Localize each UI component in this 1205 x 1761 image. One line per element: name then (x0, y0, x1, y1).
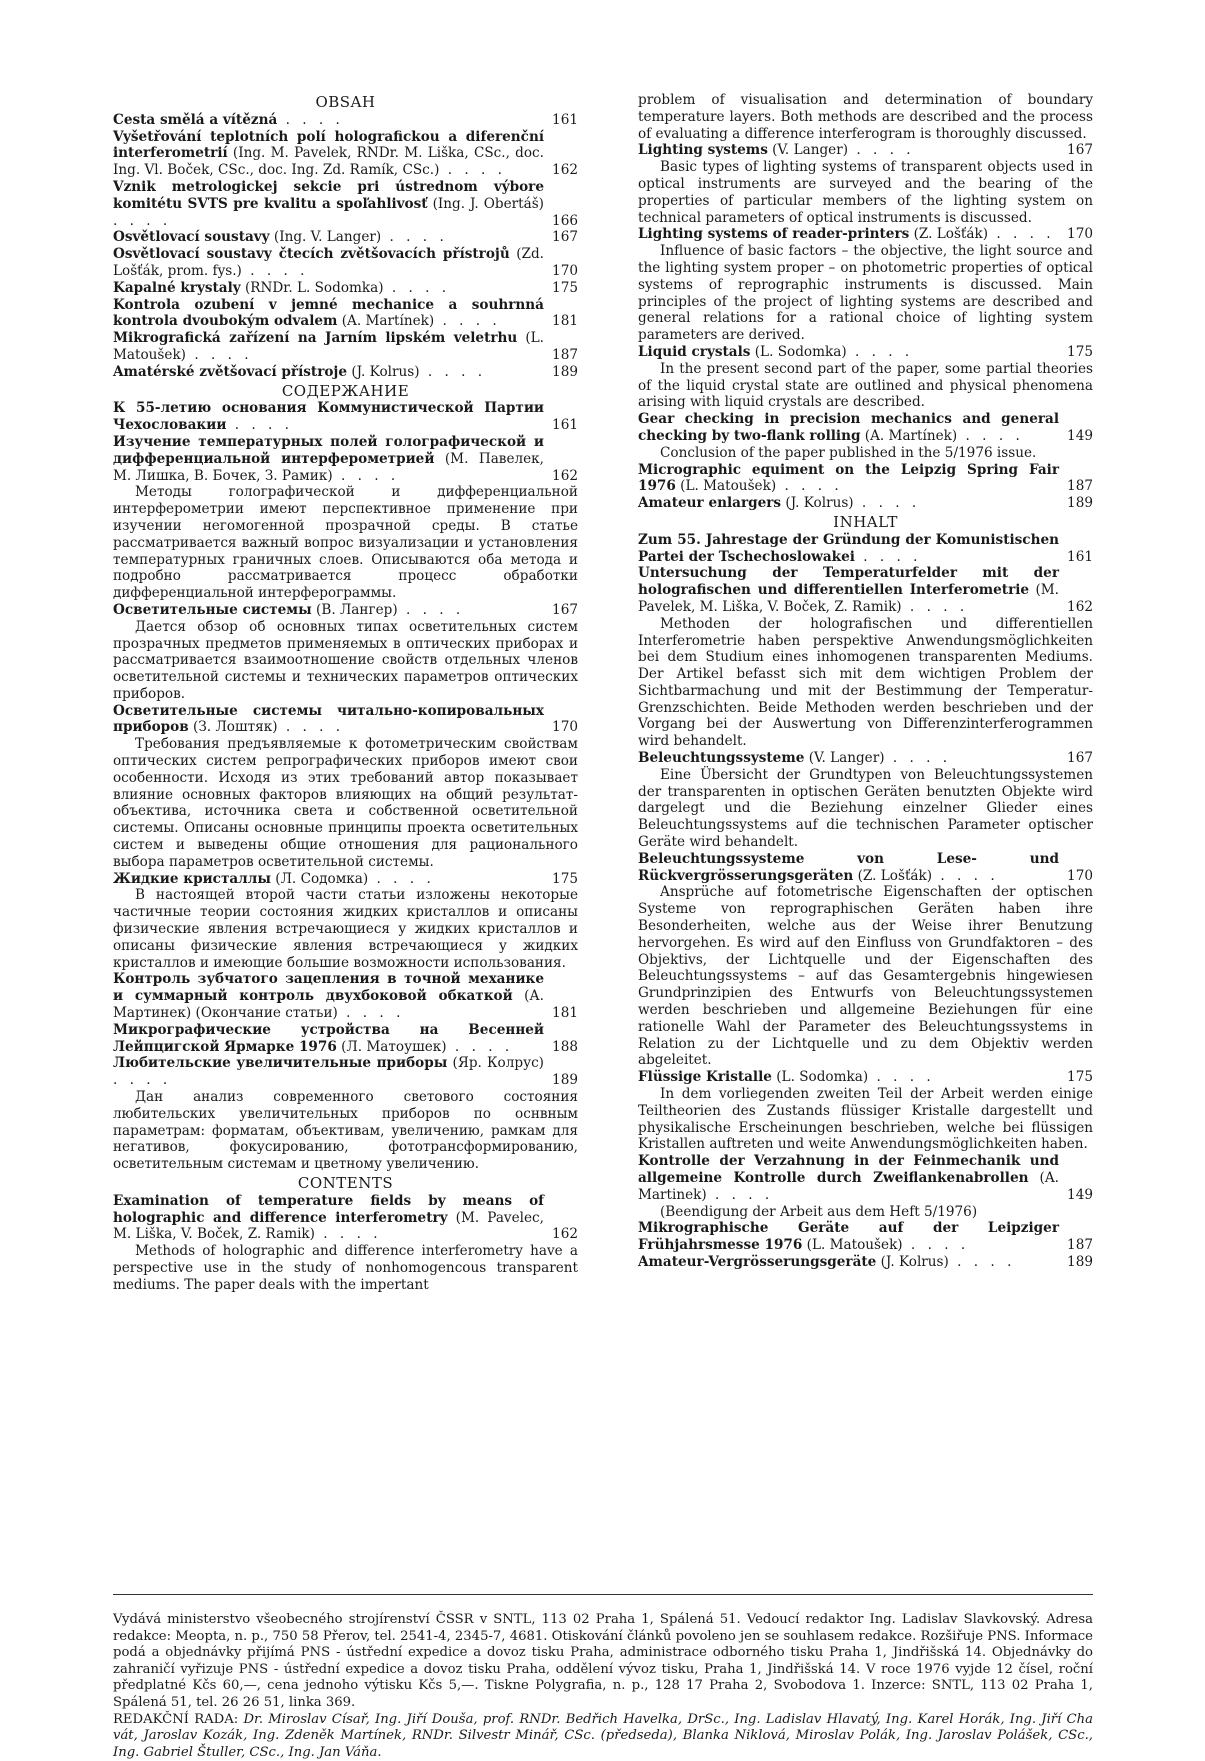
toc-entry-author: (Ing. M. Pavelek, RNDr. M. Liška, CSc., doc. Ing. Vl. Boček, CSc., doc. Ing. Zd. Ramík, CSc.) (113, 145, 544, 179)
toc-leader-dots: . . . . (884, 750, 952, 767)
toc-entry-title: Осветительные системы читально-копировальных приборов (113, 702, 544, 736)
toc-entry-title: Kapalné krystaly (113, 279, 241, 296)
toc-entry-page: 167 (552, 601, 578, 618)
toc-leader-dots: . . . . (902, 1237, 970, 1254)
toc-entry-page: 175 (1067, 1069, 1093, 1086)
toc-entry (113, 400, 578, 434)
toc-leader-dots: . . . . (113, 212, 172, 229)
toc-leader-dots: . . . . (277, 111, 344, 128)
toc-entry-page: 187 (552, 346, 578, 363)
toc-entry (113, 1193, 578, 1243)
toc-entry-author: (RNDr. L. Sodomka) (240, 279, 384, 296)
toc-leader-dots: . . . . (368, 870, 435, 887)
toc-leader-dots: . . . . (314, 1226, 382, 1243)
toc-entry-author: (L. Sodomka) (750, 343, 847, 360)
toc-leader-dots: . . . . (776, 478, 843, 495)
toc-entry-author: (V. Langer) (804, 750, 885, 767)
toc-entry-abstract: В настоящей второй части статьи изложены некоторые частичные теории состояния жидких кристаллов и описаны физические явления встречающиеся у жидких кристаллов и описаны физические явления встречающиеся у жидких кристаллов и имеющие большие возможности использования. (113, 887, 578, 971)
toc-entry-author: (Z. Lošťák) (909, 226, 989, 243)
toc-entry-title: Amateur-Vergrösserungsgeräte (638, 1253, 877, 1270)
toc-entry-title: Vyšetřování teplotních polí holografickou a diferenční interferometrií (113, 128, 544, 162)
toc-entry-author: (L. Matoušek) (802, 1237, 903, 1254)
toc-list-contents-start (113, 1193, 578, 1294)
toc-entry-author: (М. Павелек, М. Лишка, В. Бочек, З. Рамик) (113, 450, 544, 484)
toc-entry-abstract: Требования предъявляемые к фотометрическим свойствам оптических систем репрографических приборов имеют свои особенности. Исходя из этих требований автор показывает влияние основных факторов влияющих на общий результат-объектива, источника света и собственной осветительной системы. Описаны основные принципы проекта осветительных систем и выведены общие отношения для рационального выбора параметров осветительной системы. (113, 736, 578, 870)
toc-entry-page: 175 (552, 870, 578, 887)
toc-leader-dots: . . . . (901, 598, 969, 615)
toc-entry-title: Micrographic equiment on the Leipzig Spring Fair 1976 (638, 461, 1059, 495)
toc-entry-title: Контроль зубчатого зацепления в точной механике и суммарный контроль двухбоковой обкаткой (113, 971, 544, 1005)
toc-entry (113, 364, 578, 381)
toc-entry-title: Amateur enlargers (638, 495, 782, 512)
toc-entry-title: Любительские увеличительные приборы (113, 1055, 448, 1072)
toc-leader-dots: . . . . (113, 1072, 172, 1089)
toc-entry-title: Микрографические устройства на Весенней Лейпцигской Ярмарке 1976 (113, 1021, 544, 1055)
toc-entry-author: (A. Martínek) (860, 427, 958, 444)
toc-entry (113, 330, 578, 364)
toc-entry-author: (J. Kolrus) (781, 495, 854, 512)
toc-leader-dots: . . . . (439, 162, 506, 179)
toc-entry-abstract: Eine Übersicht der Grundtypen von Beleuchtungssystemen der transparenten in optischen Geräten benutzten Objekte wird dargelegt und die Beziehung einzelner Glieder eines Beleuchtungssystems auf die technischen Parameter optischer Geräte wird behandelt. (638, 766, 1093, 851)
toc-entry-page: 175 (552, 279, 578, 296)
toc-list-soderzhanie (113, 400, 578, 1173)
toc-entry-title: Osvětlovací soustavy čtecích zvětšovacích přístrojů (113, 246, 510, 263)
toc-entry-abstract: Methoden der holografischen und differentiellen Interferometrie haben perspektive Anwendungsmöglichkeiten bei dem Studium eines inhomogenen transparenten Mediums. Der Artikel befasst sich mit dem wichtigen Problem der Sichtbarmachung und mit der Bestimmung der Temperatur-Grenzschichten. Beide Methoden werden beschrieben und der Vorgang bei der Auswertung von Differenzinterferogrammen wird behandelt. (638, 615, 1093, 750)
toc-entry-author: (J. Kolrus) (876, 1253, 949, 1270)
toc-entry-page: 189 (552, 363, 578, 380)
toc-leader-dots: . . . . (383, 279, 451, 296)
toc-entry-abstract: Methods of holographic and difference interferometry have a perspective use in the study of nonhomogencous transparent mediums. The paper deals with the impertant (113, 1243, 578, 1293)
toc-entry (113, 602, 578, 619)
toc-leader-dots: . . . . (846, 343, 914, 360)
toc-entry (638, 411, 1093, 445)
toc-entry-author: (Л. Содомка) (270, 870, 369, 887)
toc-entry-page: 181 (552, 1005, 578, 1022)
toc-leader-dots: . . . . (848, 142, 915, 159)
toc-entry-author: (Ing. V. Langer) (269, 229, 382, 246)
toc-entry-author: (L. Matoušek) (675, 478, 777, 495)
toc-entry-page: 166 (552, 212, 578, 229)
toc-entry (113, 971, 578, 1021)
toc-leader-dots: . . . . (332, 467, 400, 484)
toc-entry-title: Gear checking in precision mechanics and general checking by two-flank rolling (638, 411, 1059, 444)
toc-entry-page: 170 (1067, 867, 1093, 884)
toc-entry-title: Cesta smělá a vítězná (113, 111, 278, 128)
toc-entry-title: Beleuchtungssysteme von Lese- und Rückvergrösserungsgeräten (638, 850, 1059, 884)
toc-entry-title: Osvětlovací soustavy (113, 229, 270, 246)
toc-entry-page: 189 (1067, 1253, 1093, 1270)
toc-entry-title: Mikrografická zařízení na Jarním lipském veletrhu (113, 330, 518, 347)
section-heading-soderzhanie: СОДЕРЖАНИЕ (281, 381, 410, 400)
imprint-block (113, 1612, 1093, 1761)
toc-leader-dots: . . . . (419, 363, 487, 380)
toc-entry-title: Untersuchung der Temperaturfelder mit der holografischen und differentiellen Interferometrie (638, 565, 1059, 599)
toc-entry-page: 161 (1067, 548, 1093, 565)
toc-entry-abstract: In the present second part of the paper, some partial theories of the liquid crystal state are outlined and physical phenomena arising with liquid crystals are described. (638, 360, 1093, 411)
toc-entry-page: 170 (552, 719, 578, 736)
toc-entry-page: 189 (1067, 495, 1093, 512)
editorial-board-label: REDAKČNÍ RADA: (113, 1711, 239, 1727)
toc-leader-dots: . . . . (277, 719, 345, 736)
toc-entry (113, 179, 578, 229)
editorial-board-members: Dr. Miroslav Císař, Ing. Jiří Douša, prof. RNDr. Bedřich Havelka, DrSc., Ing. Ladislav Hlavatý, Ing. Karel Horák, Ing. Jiří Cha vát, Jaroslav Kozák, Ing. Zdeněk Martínek, RNDr. Silvestr Minář, CSc. (předseda), Blanka Niklová, Miroslav Polák, Ing. Jaroslav Polášek, CSc., Ing. Gabriel Štuller, CSc., Ing. Jan Váňa. (113, 1711, 1093, 1760)
toc-entry-title: Жидкие кристаллы (113, 870, 271, 887)
toc-entry (113, 129, 578, 179)
toc-entry-abstract: Методы голографической и дифференциальной интерферометрии имеют перспективное применение при изучении негомогенной прозрачной среды. В статье рассматривается важный вопрос визуализации и установления температурных граничных слоев. Описываются оба метода и подробно рассматривается процесс обработки дифференциальной интерферограммы. (113, 484, 578, 602)
toc-entry-page: 181 (552, 313, 578, 330)
toc-entry-page: 149 (1067, 1186, 1093, 1203)
toc-entry-title: Kontrolle der Verzahnung in der Feinmechanik und allgemeine Kontrolle durch Zweiflankenabrollen (638, 1153, 1059, 1186)
toc-list-obsah (113, 112, 578, 381)
toc-entry-title: Amatérské zvětšovací přístroje (113, 363, 347, 380)
toc-leader-dots: . . . . (446, 1038, 514, 1055)
toc-entry (113, 229, 578, 246)
toc-entry-abstract: Дан анализ современного светового состояния любительских увеличительных приборов по оснвным параметрам: форматам, объективам, увеличению, рамкам для негативов, фокусированию, фототрансформированию, осветительным системам и цветному увеличению. (113, 1089, 578, 1173)
toc-entry-abstract: Basic types of lighting systems of transparent objects used in optical instruments are surveyed and the bearing of the properties of particular members of the lighting system on technical parameters of optical instruments is discussed. (638, 159, 1093, 226)
toc-entry (113, 246, 578, 280)
toc-leader-dots: . . . . (434, 313, 501, 330)
toc-leader-dots: . . . . (957, 427, 1024, 444)
toc-entry-author: (З. Лоштяк) (188, 719, 278, 736)
toc-entry-page: 161 (552, 417, 578, 434)
toc-entry (638, 1220, 1093, 1254)
toc-entry-author: (Л. Матоушек) (336, 1038, 447, 1055)
toc-entry-page: 162 (552, 1226, 578, 1243)
toc-leader-dots: . . . . (226, 417, 293, 434)
toc-entry-page: 167 (1067, 142, 1093, 159)
toc-entry-page: 162 (1067, 598, 1093, 615)
footer-divider (113, 1594, 1093, 1595)
toc-entry-page: 167 (1067, 750, 1093, 767)
toc-entry-title: Lighting systems of reader-printers (638, 226, 910, 243)
toc-entry-title: Осветительные системы (113, 601, 312, 618)
toc-entry (113, 1022, 578, 1056)
toc-entry (638, 565, 1093, 615)
toc-entry (638, 344, 1093, 361)
toc-entry (638, 495, 1093, 512)
toc-leader-dots: . . . . (186, 346, 253, 363)
toc-entry (638, 142, 1093, 159)
toc-leader-dots: . . . . (948, 1253, 1016, 1270)
toc-leader-dots: . . . . (381, 229, 448, 246)
toc-entry (638, 1254, 1093, 1271)
toc-entry-title: Lighting systems (638, 142, 768, 159)
toc-entry-title: Beleuchtungssysteme (638, 750, 805, 767)
toc-entry-abstract: Conclusion of the paper published in the 5/1976 issue. (660, 444, 1037, 461)
toc-entry-page: 170 (1067, 226, 1093, 243)
toc-entry-abstract: Дается обзор об основных типах осветительных систем прозрачных предметов применяемых в оптических приборах и рассматривается взаимоотношение свойств отдельных членов осветительной системы и технических параметров оптических приборов. (113, 618, 578, 702)
toc-entry-page: 170 (552, 262, 578, 279)
toc-leader-dots: . . . . (853, 495, 921, 512)
toc-entry-author: (В. Лангер) (311, 601, 398, 618)
toc-entry (113, 703, 578, 737)
toc-entry-abstract: In dem vorliegenden zweiten Teil der Arbeit werden einige Teiltheorien des Zustands flüssiger Kristalle dargestellt und physikalische Erscheinungen beschrieben, welche bei flüssigen Kristallen auftreten und weite Anwendungsmöglichkeiten haben. (638, 1086, 1093, 1153)
toc-leader-dots: . . . . (241, 262, 309, 279)
toc-entry-title: Liquid crystals (638, 343, 751, 360)
toc-entry-author: (А. Мартинек) (Окончание статьи) (113, 988, 544, 1022)
toc-entry (638, 462, 1093, 496)
toc-entry (113, 280, 578, 297)
left-column (113, 92, 578, 1294)
toc-entry-page: 175 (1067, 343, 1093, 360)
section-heading-obsah: OBSAH (315, 93, 376, 111)
toc-leader-dots: . . . . (868, 1069, 935, 1086)
toc-entry (638, 750, 1093, 767)
toc-list-inhalt (638, 532, 1093, 1271)
toc-list-contents (638, 142, 1093, 512)
toc-entry-author: (Ing. J. Obertáš) (427, 195, 544, 212)
toc-entry-author: (Яр. Колрус) (447, 1055, 544, 1072)
right-column (638, 92, 1093, 1271)
toc-entry-author: (M. Pavelec, M. Liška, V. Boček, Z. Ramik) (113, 1209, 544, 1243)
toc-entry-page: 189 (552, 1072, 578, 1089)
toc-leader-dots: . . . . (988, 226, 1055, 243)
toc-entry-title: Zum 55. Jahrestage der Gründung der Komunistischen Partei der Tschechoslowakei (638, 531, 1059, 565)
toc-entry-author: (J. Kolrus) (347, 363, 420, 380)
toc-entry (113, 297, 578, 331)
toc-entry-title: Kontrola ozubení v jemné mechanice a souhrnná kontrola dvoubokým odvalem (113, 296, 544, 330)
toc-entry (113, 112, 578, 129)
section-heading-contents: CONTENTS (297, 1174, 394, 1192)
toc-entry-author: (V. Langer) (767, 142, 849, 159)
toc-entry-page: 161 (552, 111, 578, 128)
toc-entry (113, 1055, 578, 1089)
toc-entry (113, 871, 578, 888)
toc-entry-title: Flüssige Kristalle (638, 1069, 772, 1086)
toc-entry-title: Examination of temperature fields by means of holographic and difference interferometry (113, 1192, 544, 1226)
toc-entry (638, 1069, 1093, 1086)
toc-entry-abstract: Ansprüche auf fotometrische Eigenschaften der optischen Systeme von reprographischen Geräten haben ihre Besonderheiten, welche aus der Weise ihrer Benutzung hervorgehen. Es wird auf den Einfluss von Grundfaktoren – des Objektivs, der Lichtquelle und der Eigenschaften des Beleuchtungssystems – auf das Gesamtergebnis hingewiesen Grundprinzipien des Entwurfs von Beleuchtungssystemen werden beschrieben und allgemeine Beziehungen für eine rationelle Wahl der Parameter des Beleuchtungssystems in Relation zu der Lichtquelle und zu dem Objektiv werden abgeleitet. (638, 884, 1093, 1069)
toc-entry-page: 167 (552, 229, 578, 246)
toc-entry-abstract: (Beendigung der Arbeit aus dem Heft 5/1976) (660, 1203, 978, 1220)
toc-entry (638, 226, 1093, 243)
toc-entry-author: (A. Martínek) (337, 313, 435, 330)
toc-entry (638, 851, 1093, 885)
toc-entry-author: (Z. Lošťák) (853, 867, 933, 884)
toc-entry-page: 187 (1067, 478, 1093, 495)
toc-entry (113, 434, 578, 484)
toc-entry (638, 1153, 1093, 1203)
contents-continued-abstract: problem of visualisation and determination of boundary temperature layers. Both methods are described and the process of evaluating a difference interferogram is thoroughly discussed. (638, 92, 1093, 142)
toc-leader-dots: . . . . (706, 1186, 774, 1203)
toc-entry-abstract: Influence of basic factors – the objective, the light source and the lighting system proper – on photometric properties of optical systems of reprographic instruments is discussed. Main principles of the project of lighting systems are described and general relations for a rational choice of lighting system parameters are derived. (638, 243, 1093, 344)
toc-entry-title: Vznik metrologickej sekcie pri ústrednom výbore komitétu SVTS pre kvalitu a spoľahlivosť (113, 178, 544, 212)
toc-entry-title: Mikrographische Geräte auf der Leipziger Frühjahrsmesse 1976 (638, 1220, 1059, 1254)
toc-entry-page: 162 (552, 162, 578, 179)
toc-leader-dots: . . . . (337, 1005, 405, 1022)
toc-entry-author: (Zd. Lošťák, prom. fys.) (113, 246, 545, 279)
toc-entry-title: К 55-летию основания Коммунистической Партии Чехословакии (113, 400, 544, 434)
imprint-text: Vydává ministerstvo všeobecného strojírenství ČSSR v SNTL, 113 02 Praha 1, Spálená 51. Vedoucí redaktor Ing. Ladislav Slavkovský. Adresa redakce: Meopta, n. p., 750 58 Přerov, tel. 2541-4, 2345-7, 4681. Otiskování článků povoleno jen se souhlasem redakce. Rozšiřuje PNS. Informace podá a objednávky přijímá PNS - ústřední expedice a dovoz tisku Praha, administrace odborného tisku Praha 1, Jindřišská 14. Objednávky do zahraničí vyřizuje PNS - ústřední expedice a dovoz tisku Praha, oddělení vývoz tisku, Praha 1, Jindřišská 14. V roce 1976 vyjde 12 čísel, roční předplatné Kčs 60,—, cena jednoho výtisku Kčs 5,—. Tiskne Polygrafia, n. p., 128 17 Praha 2, Svobodova 1. Inzerce: SNTL, 113 02 Praha 1, Spálená 51, tel. 26 26 51, linka 369. (113, 1612, 1093, 1710)
toc-entry-page: 162 (552, 467, 578, 484)
toc-leader-dots: . . . . (932, 867, 999, 884)
editorial-board (113, 1712, 1093, 1761)
toc-entry (638, 532, 1093, 566)
toc-entry-page: 187 (1067, 1237, 1093, 1254)
toc-entry-page: 188 (552, 1038, 578, 1055)
toc-entry-author: (A. Martinek) (638, 1170, 1059, 1203)
toc-entry-author: (L. Matoušek) (113, 330, 544, 363)
toc-entry-author: (M. Pavelek, M. Liška, V. Boček, Z. Ramik) (638, 582, 1059, 615)
toc-leader-dots: . . . . (397, 601, 465, 618)
toc-leader-dots: . . . . (854, 548, 922, 565)
toc-entry-title: Изучение температурных полей голографической и дифференциальной интерферометрией (113, 433, 544, 467)
toc-entry-page: 149 (1067, 427, 1093, 444)
toc-entry-author: (L. Sodomka) (771, 1069, 869, 1086)
section-heading-inhalt: INHALT (833, 512, 898, 531)
